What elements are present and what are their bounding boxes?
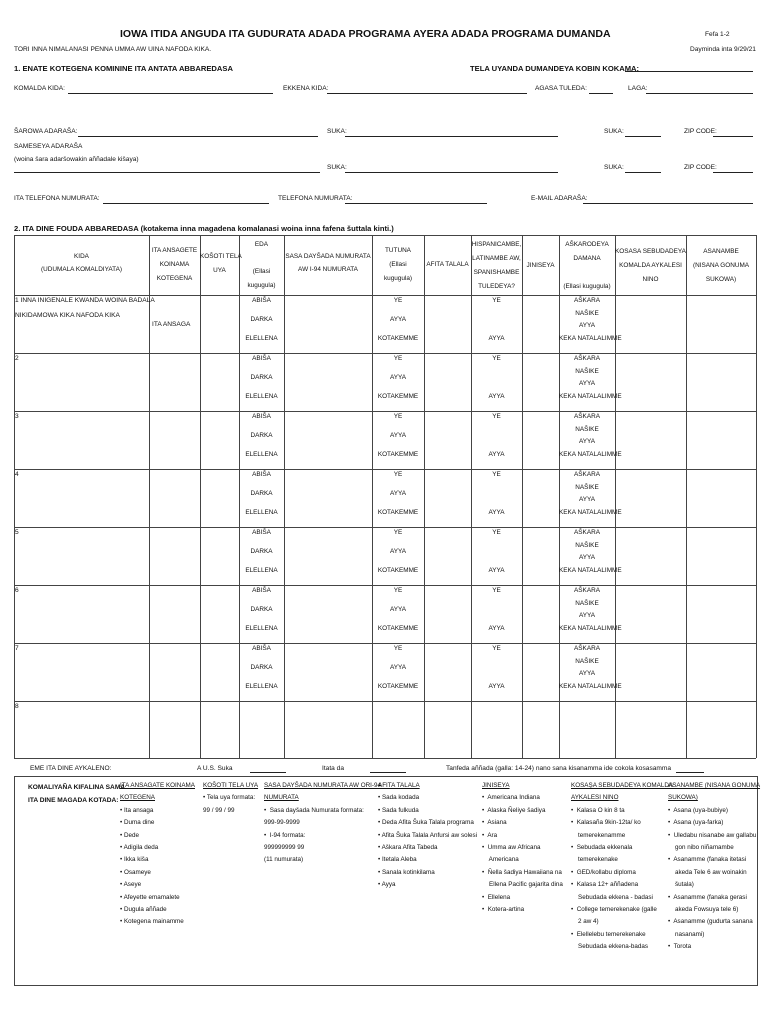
eda-option[interactable]: ELELLENA	[245, 393, 278, 400]
legend-head-1: KOMALIYAÑA KIFALINA SAMA	[28, 784, 126, 791]
legend-col-ansagete	[120, 780, 195, 929]
form-subtitle: TORI INNA NIMALANASI PENNA UMMA AW UINA NAFODA KIKA.	[14, 46, 212, 53]
legend-item: • Sebudada ekkenala	[571, 844, 633, 852]
askar-option[interactable]: AYYA	[578, 380, 596, 387]
legend-item: • Asanamme (fanaka gerasi	[668, 893, 747, 901]
col-eda-2: (Ellasi	[252, 268, 271, 275]
legend-item: akeda Tele 6 aw woinakin	[668, 868, 747, 876]
eda-option[interactable]: ELELLENA	[245, 625, 278, 632]
askar-option[interactable]: AYYA	[578, 496, 596, 503]
section1-heading: 1. ENATE KOTEGENA KOMININE ITA ANTATA ABBAREDASA	[14, 64, 233, 73]
legend-col4-title: AFITA TALALA	[378, 782, 420, 789]
tutuna-option[interactable]: AYYA	[389, 664, 407, 671]
hispanic-option[interactable]: YE	[492, 471, 501, 478]
legend-item: šutala)	[668, 881, 694, 889]
legend-col1-title: ITA ANSAGATE KOINAMA	[120, 782, 195, 789]
legend-item: 2 aw 4)	[571, 918, 599, 926]
eda-option[interactable]: DARKA	[250, 490, 273, 497]
col-kosasa-2: KOMALDA AYKALESI	[619, 262, 682, 269]
us-citizen-count-field[interactable]	[250, 772, 286, 773]
askar-option[interactable]: AŠKARA	[574, 587, 600, 594]
askar-option[interactable]: AŠKARA	[574, 645, 600, 652]
legend-col-sasa	[264, 780, 381, 867]
col-sasa: SASA DAYŠADA NUMURATA	[285, 253, 371, 260]
legend-col2-title: KOŠOTI TELA UYA	[203, 782, 259, 789]
legend-col3-title: SASA DAYŠADA NUMURATA AW ORI-94	[264, 782, 381, 789]
city-field[interactable]	[345, 136, 558, 137]
legend-item: • Dede	[120, 831, 140, 839]
komalda-kida-label: KOMALDA KIDA:	[14, 85, 65, 92]
tutuna-option[interactable]: YE	[393, 587, 403, 594]
legend-col-kosoti	[203, 780, 258, 817]
eda-option[interactable]: ELELLENA	[245, 683, 278, 690]
askar-option[interactable]: NAŠIKE	[575, 541, 599, 549]
alt-phone-field[interactable]	[345, 203, 487, 204]
legend-item: • Afeyette emamalete	[120, 893, 180, 901]
hispanic-option[interactable]: YE	[492, 413, 501, 420]
tutuna-option[interactable]: YE	[393, 471, 403, 478]
laga-field[interactable]	[646, 93, 753, 94]
row1-ansagete: ITA ANSAGA	[152, 321, 191, 328]
legend-item: • Torota	[668, 943, 692, 951]
eda-option[interactable]: ELELLENA	[245, 335, 278, 342]
col-eda-3: kugugula)	[247, 282, 276, 289]
tutuna-option[interactable]: AYYA	[389, 374, 407, 381]
sara-note: (woina šara adaršowakin aññadale kišaya)	[14, 156, 139, 163]
footer-left: EME ITA DINE AYKALENO:	[30, 765, 112, 772]
eda-option[interactable]: ELELLENA	[245, 451, 278, 458]
legend-item: • Sada kodada	[378, 794, 420, 802]
askar-option[interactable]: NAŠIKE	[575, 367, 599, 375]
row1-note-2: NIKIDAMOWA KIKA NAFODA KIKA	[15, 312, 120, 319]
col-kosoti: KOŠOTI TELA	[200, 253, 242, 260]
col-kosasa-3: NINO	[642, 276, 659, 283]
row1-note-1: 1 INNA INIGENALE KWANDA WOINA BADALA	[15, 297, 155, 304]
legend-item: (11 numurata)	[264, 856, 304, 864]
legend-col-asan	[668, 780, 760, 954]
suka3-label: SUKA:	[327, 164, 347, 171]
legend-item: akeda Fowsuya tele 6)	[668, 906, 739, 914]
legend-item: • Itetala Aleba	[378, 856, 417, 864]
tutuna-option[interactable]: AYYA	[389, 490, 407, 497]
tutuna-option[interactable]: KOTAKEMME	[377, 335, 419, 342]
legend-item: • Adigila deda	[120, 844, 159, 852]
legend-col-jiniseya	[482, 780, 563, 916]
legend-item: • I-94 formata:	[264, 831, 306, 839]
eda-option[interactable]: DARKA	[250, 432, 273, 439]
col-ansagete: ITA ANSAGETE	[151, 247, 198, 254]
eda-option[interactable]: ABIŠA	[252, 413, 271, 420]
col-afita: AFITA TALALA	[426, 261, 469, 268]
youth-count-field[interactable]	[676, 772, 704, 773]
mailing-zip-field[interactable]	[713, 172, 753, 173]
askar-option[interactable]: AYYA	[578, 670, 596, 677]
legend-item: • Kotera-artina	[482, 906, 525, 914]
tutuna-option[interactable]: KOTAKEMME	[377, 625, 419, 632]
hispanic-option[interactable]: YE	[492, 297, 501, 304]
legend-item: • Kotegena mainamme	[120, 918, 184, 926]
tutuna-option[interactable]: YE	[393, 645, 403, 652]
state-field[interactable]	[625, 136, 661, 137]
itata-count-field[interactable]	[370, 772, 406, 773]
legend-col5-title: JINISEYA	[482, 782, 510, 789]
col-askar: AŠKARODEYA	[565, 241, 609, 248]
col-asan: ASANAMBE	[703, 248, 739, 255]
eda-option[interactable]: ELELLENA	[245, 567, 278, 574]
legend-col-kosasa	[571, 780, 673, 954]
sarowa-adarasa-label: ŠAROWA ADARAŠA:	[14, 128, 78, 135]
legend-item: • Elellelebu temerekenake	[571, 930, 646, 938]
legend-head-2: ITA DINE MAGADA KOTADA:	[28, 797, 119, 804]
tutuna-option[interactable]: YE	[393, 355, 403, 362]
col-tutuna-2: (Ellasi	[389, 261, 407, 268]
hispanic-option[interactable]: AYYA	[488, 567, 505, 574]
row-number: 4	[15, 471, 19, 478]
askar-option[interactable]: KEKA NATALALIMME	[559, 334, 622, 342]
col-kida: KIDA	[74, 253, 89, 260]
legend-item: • Alaska Ñeliye šadiya	[482, 806, 546, 814]
col-tutuna-3: kugugula)	[383, 275, 413, 282]
email-field[interactable]	[583, 203, 753, 204]
askar-option[interactable]: NAŠIKE	[575, 657, 599, 665]
askar-option[interactable]: KEKA NATALALIMME	[559, 392, 622, 400]
legend-col1-title2: KOTEGENA	[120, 794, 155, 802]
legend-item: temerekenake	[571, 856, 618, 864]
askar-option[interactable]: AŠKARA	[574, 413, 600, 420]
tutuna-option[interactable]: AYYA	[389, 606, 407, 613]
mailing-state-field[interactable]	[625, 172, 661, 173]
tutuna-option[interactable]: AYYA	[389, 316, 407, 323]
mailing-address-field[interactable]	[14, 172, 320, 173]
footer-right: Tanfeda aññada (galla: 14-24) nano sana kisanamma ide cokola kosasamma	[446, 765, 672, 772]
col-asan-2: (NISANA GONUMA	[692, 262, 750, 269]
legend-col3-title2: NUMURATA	[264, 794, 299, 802]
col-jiniseya: JINISEYA	[526, 262, 555, 269]
household-table	[14, 235, 756, 758]
hispanic-option[interactable]: AYYA	[488, 625, 505, 632]
last-name-field[interactable]	[327, 93, 527, 94]
form-title: IOWA ITIDA ANGUDA ITA GUDURATA ADADA PROGRAMA AYERA ADADA PROGRAMA DUMANDA	[120, 28, 611, 40]
row-number: 7	[15, 645, 19, 652]
legend-item: 999999999 99	[264, 844, 305, 852]
legend-item: • Ellelena	[482, 893, 511, 901]
legend-item: • Afita Šuka Talala Anfursi aw solesi	[378, 831, 478, 839]
askar-option[interactable]: KEKA NATALALIMME	[559, 566, 622, 574]
askar-option[interactable]: NAŠIKE	[575, 483, 599, 491]
agasa-tuleda-label: AGASA TULEDA:	[535, 85, 587, 92]
suka1-label: SUKA:	[327, 128, 347, 135]
row-number: 6	[15, 587, 19, 594]
eda-option[interactable]: DARKA	[250, 548, 273, 555]
askar-option[interactable]: KEKA NATALALIMME	[559, 624, 622, 632]
row-number: 8	[15, 703, 19, 710]
legend-item: • Osameye	[120, 868, 151, 876]
section2-heading: 2. ITA DINE FOUDA ABBAREDASA (kotakema inna magadena komalanasi woina inna fafena šuttala kinti.)	[14, 224, 394, 233]
legend-item: • Asana (uya-bubiye)	[668, 806, 728, 814]
legend-col6-title: KOSAŞA SEBUDADEYA KOMALDA	[571, 782, 674, 789]
askar-option[interactable]: AYYA	[578, 612, 596, 619]
zip2-label: ZIP CODE:	[684, 164, 717, 171]
legend-item: • Asiana	[482, 819, 507, 827]
laga-label: LAGA:	[628, 85, 648, 92]
row-number: 5	[15, 529, 19, 536]
col-tutuna: TUTUNA	[385, 247, 411, 254]
tutuna-option[interactable]: KOTAKEMME	[377, 393, 419, 400]
revision-date: Dayminda inta 9/29/21	[690, 46, 756, 53]
legend-item: • Asana (uya-farka)	[668, 819, 724, 827]
legend-item: • Uledabu nisanabe aw gallabu	[668, 831, 757, 839]
askar-option[interactable]: AŠKARA	[574, 355, 600, 362]
legend-item: 99 / 99 / 99	[203, 806, 235, 814]
legend-item: Sebudada ekkena-badas	[571, 943, 649, 951]
legend-col6-title2: AYKALESI NINO	[571, 794, 619, 802]
hispanic-option[interactable]: YE	[492, 587, 501, 594]
legend-item: • Ayya	[378, 881, 396, 889]
legend-item: Sebudada ekkena - badasi	[571, 893, 653, 901]
hispanic-option[interactable]: YE	[492, 529, 501, 536]
col-kida-sub: (UDUMALA KOMALDIYATA)	[41, 266, 122, 273]
legend-col7-title2: SUKOWA)	[668, 794, 698, 802]
tutuna-option[interactable]: YE	[393, 529, 403, 536]
col-kosasa: KOSASA SEBUDADEYA	[615, 248, 686, 255]
legend-item: • Kalasaña 9kin-12ta/ ko	[571, 819, 641, 827]
tutuna-option[interactable]: YE	[393, 413, 403, 420]
tutuna-option[interactable]: KOTAKEMME	[377, 509, 419, 516]
col-hisp-4: TULEDEYA?	[478, 283, 515, 290]
askar-option[interactable]: NAŠIKE	[575, 599, 599, 607]
legend-item: • Sasa dayšada Numurata formata:	[264, 806, 364, 814]
legend-item: • Kalasa O kin 8 ta	[571, 806, 625, 814]
eda-option[interactable]: ABIŠA	[252, 297, 271, 304]
eda-option[interactable]: DARKA	[250, 374, 273, 381]
legend-item: • Tela uya formata:	[203, 794, 256, 802]
mailing-city-field[interactable]	[345, 172, 558, 173]
tutuna-option[interactable]: AYYA	[389, 432, 407, 439]
col-eda: EDA	[254, 241, 269, 248]
suka2-label: SUKA:	[604, 128, 624, 135]
legend-item: • Deda Afita Šuka Talala programa	[378, 819, 474, 827]
row-number: 3	[15, 413, 19, 420]
legend-item: • Kalasa 12+ aññadena	[571, 881, 639, 889]
eda-option[interactable]: ELELLENA	[245, 509, 278, 516]
legend-item: • Ikka kiša	[120, 856, 149, 864]
legend-item: • Asanamme (gudurta sanana	[668, 918, 753, 926]
eda-option[interactable]: ABIŠA	[252, 587, 271, 594]
row-number: 2	[15, 355, 19, 362]
legend-col-afita	[378, 780, 477, 892]
col-kosoti-2: UYA	[213, 267, 226, 274]
askar-option[interactable]: NAŠIKE	[575, 425, 599, 433]
hispanic-option[interactable]: AYYA	[488, 509, 505, 516]
legend-item: Americana	[482, 856, 519, 864]
askar-option[interactable]: AŠKARA	[574, 471, 600, 478]
tutuna-option[interactable]: AYYA	[389, 548, 407, 555]
first-name-field[interactable]	[68, 93, 273, 94]
eda-option[interactable]: ABIŠA	[252, 471, 271, 478]
legend-item: • Aseye	[120, 881, 142, 889]
askar-option[interactable]: AYYA	[578, 322, 596, 329]
mi-field[interactable]	[589, 93, 613, 94]
hispanic-option[interactable]: AYYA	[488, 451, 505, 458]
email-label: E-MAIL ADARAŠA:	[531, 195, 588, 202]
page-number: Fefa 1-2	[705, 31, 730, 38]
phone-field[interactable]	[103, 203, 269, 204]
legend-item: • Asanamme (fanaka itetasi	[668, 856, 747, 864]
legend-item: • Sada fulkuda	[378, 806, 419, 814]
telefona-label: TELEFONA NUMURATA:	[278, 195, 353, 202]
tutuna-option[interactable]: YE	[393, 297, 403, 304]
hispanic-option[interactable]: YE	[492, 355, 501, 362]
footer-itata: Itata da	[322, 765, 344, 772]
askar-option[interactable]: AYYA	[578, 438, 596, 445]
hispanic-option[interactable]: AYYA	[488, 335, 505, 342]
legend-item: • Ita ansaga	[120, 806, 154, 814]
legend-item: • Umma aw Africana	[482, 844, 541, 852]
legend-item: gon nibo niñamambe	[668, 844, 734, 852]
suka4-label: SUKA:	[604, 164, 624, 171]
col-ansagete-2: KOINAMA	[159, 261, 190, 268]
col-hisp-3: SPANISHAMBE	[473, 269, 520, 276]
hispanic-option[interactable]: AYYA	[488, 683, 505, 690]
askar-option[interactable]: KEKA NATALALIMME	[559, 682, 622, 690]
col-askar-2: DAMANA	[573, 255, 601, 262]
tutuna-option[interactable]: KOTAKEMME	[377, 451, 419, 458]
col-sasa-2: AW I-94 NUMURATA	[298, 266, 358, 273]
legend-item: nasanami)	[668, 930, 705, 938]
legend-item: • Ñella šadiya Hawaiiana na	[482, 868, 562, 876]
hispanic-option[interactable]: YE	[492, 645, 501, 652]
eda-option[interactable]: ABIŠA	[252, 529, 271, 536]
eda-option[interactable]: ABIŠA	[252, 355, 271, 362]
sameseya-label: SAMESEYA ADARAŠA	[14, 143, 83, 150]
legend-item: • Ara	[482, 831, 498, 839]
askar-option[interactable]: KEKA NATALALIMME	[559, 450, 622, 458]
legend-item: • Sanala kotinkilama	[378, 868, 435, 876]
request-date-label: TELA UYANDA DUMANDEYA KOBIN KOKAMA:	[470, 64, 640, 73]
askar-option[interactable]: NAŠIKE	[575, 309, 599, 317]
col-ansagete-3: KOTEGENA	[156, 275, 193, 282]
legend-item: 999-99-9999	[264, 819, 300, 827]
tutuna-option[interactable]: KOTAKEMME	[377, 683, 419, 690]
askar-option[interactable]: AYYA	[578, 554, 596, 561]
eda-option[interactable]: DARKA	[250, 664, 273, 671]
askar-option[interactable]: KEKA NATALALIMME	[559, 508, 622, 516]
request-date-field[interactable]	[625, 71, 753, 72]
eda-option[interactable]: DARKA	[250, 606, 273, 613]
ita-telefona-label: ITA TELEFONA NUMURATA:	[14, 195, 100, 202]
zip1-label: ZIP CODE:	[684, 128, 717, 135]
legend-item: • Aškara Afita Tabeda	[378, 844, 438, 852]
eda-option[interactable]: DARKA	[250, 316, 273, 323]
eda-option[interactable]: ABIŠA	[252, 645, 271, 652]
col-hisp: HISPANICAMBE,	[471, 241, 522, 248]
footer-us: A U.S. Suka	[197, 765, 233, 772]
legend-item: • Americana Indiana	[482, 794, 540, 802]
tutuna-option[interactable]: KOTAKEMME	[377, 567, 419, 574]
zip-field[interactable]	[713, 136, 753, 137]
legend-col7-title: ASANAMBE (NISANA GONUMA	[668, 782, 761, 789]
col-hisp-2: LATINAMBE AW,	[472, 255, 521, 262]
askar-option[interactable]: AŠKARA	[574, 529, 600, 536]
col-asan-3: SUKOWA)	[705, 276, 737, 283]
legend-item: temerekenamme	[571, 831, 626, 839]
legend-item: • Dugula aññade	[120, 906, 167, 914]
legend-item: • College temerekenake (galle	[571, 906, 657, 914]
ekkena-kida-label: EKKENA KIDA:	[283, 85, 329, 92]
legend-item: • Duma dine	[120, 819, 155, 827]
legend-item: • GED/kollabu diploma	[571, 868, 636, 876]
address-field[interactable]	[78, 136, 318, 137]
hispanic-option[interactable]: AYYA	[488, 393, 505, 400]
col-askar-3: (Ellasi kugugula)	[563, 283, 611, 290]
askar-option[interactable]: AŠKARA	[574, 297, 600, 304]
legend-item: Ellena Pacific gajarita dina	[482, 881, 563, 889]
